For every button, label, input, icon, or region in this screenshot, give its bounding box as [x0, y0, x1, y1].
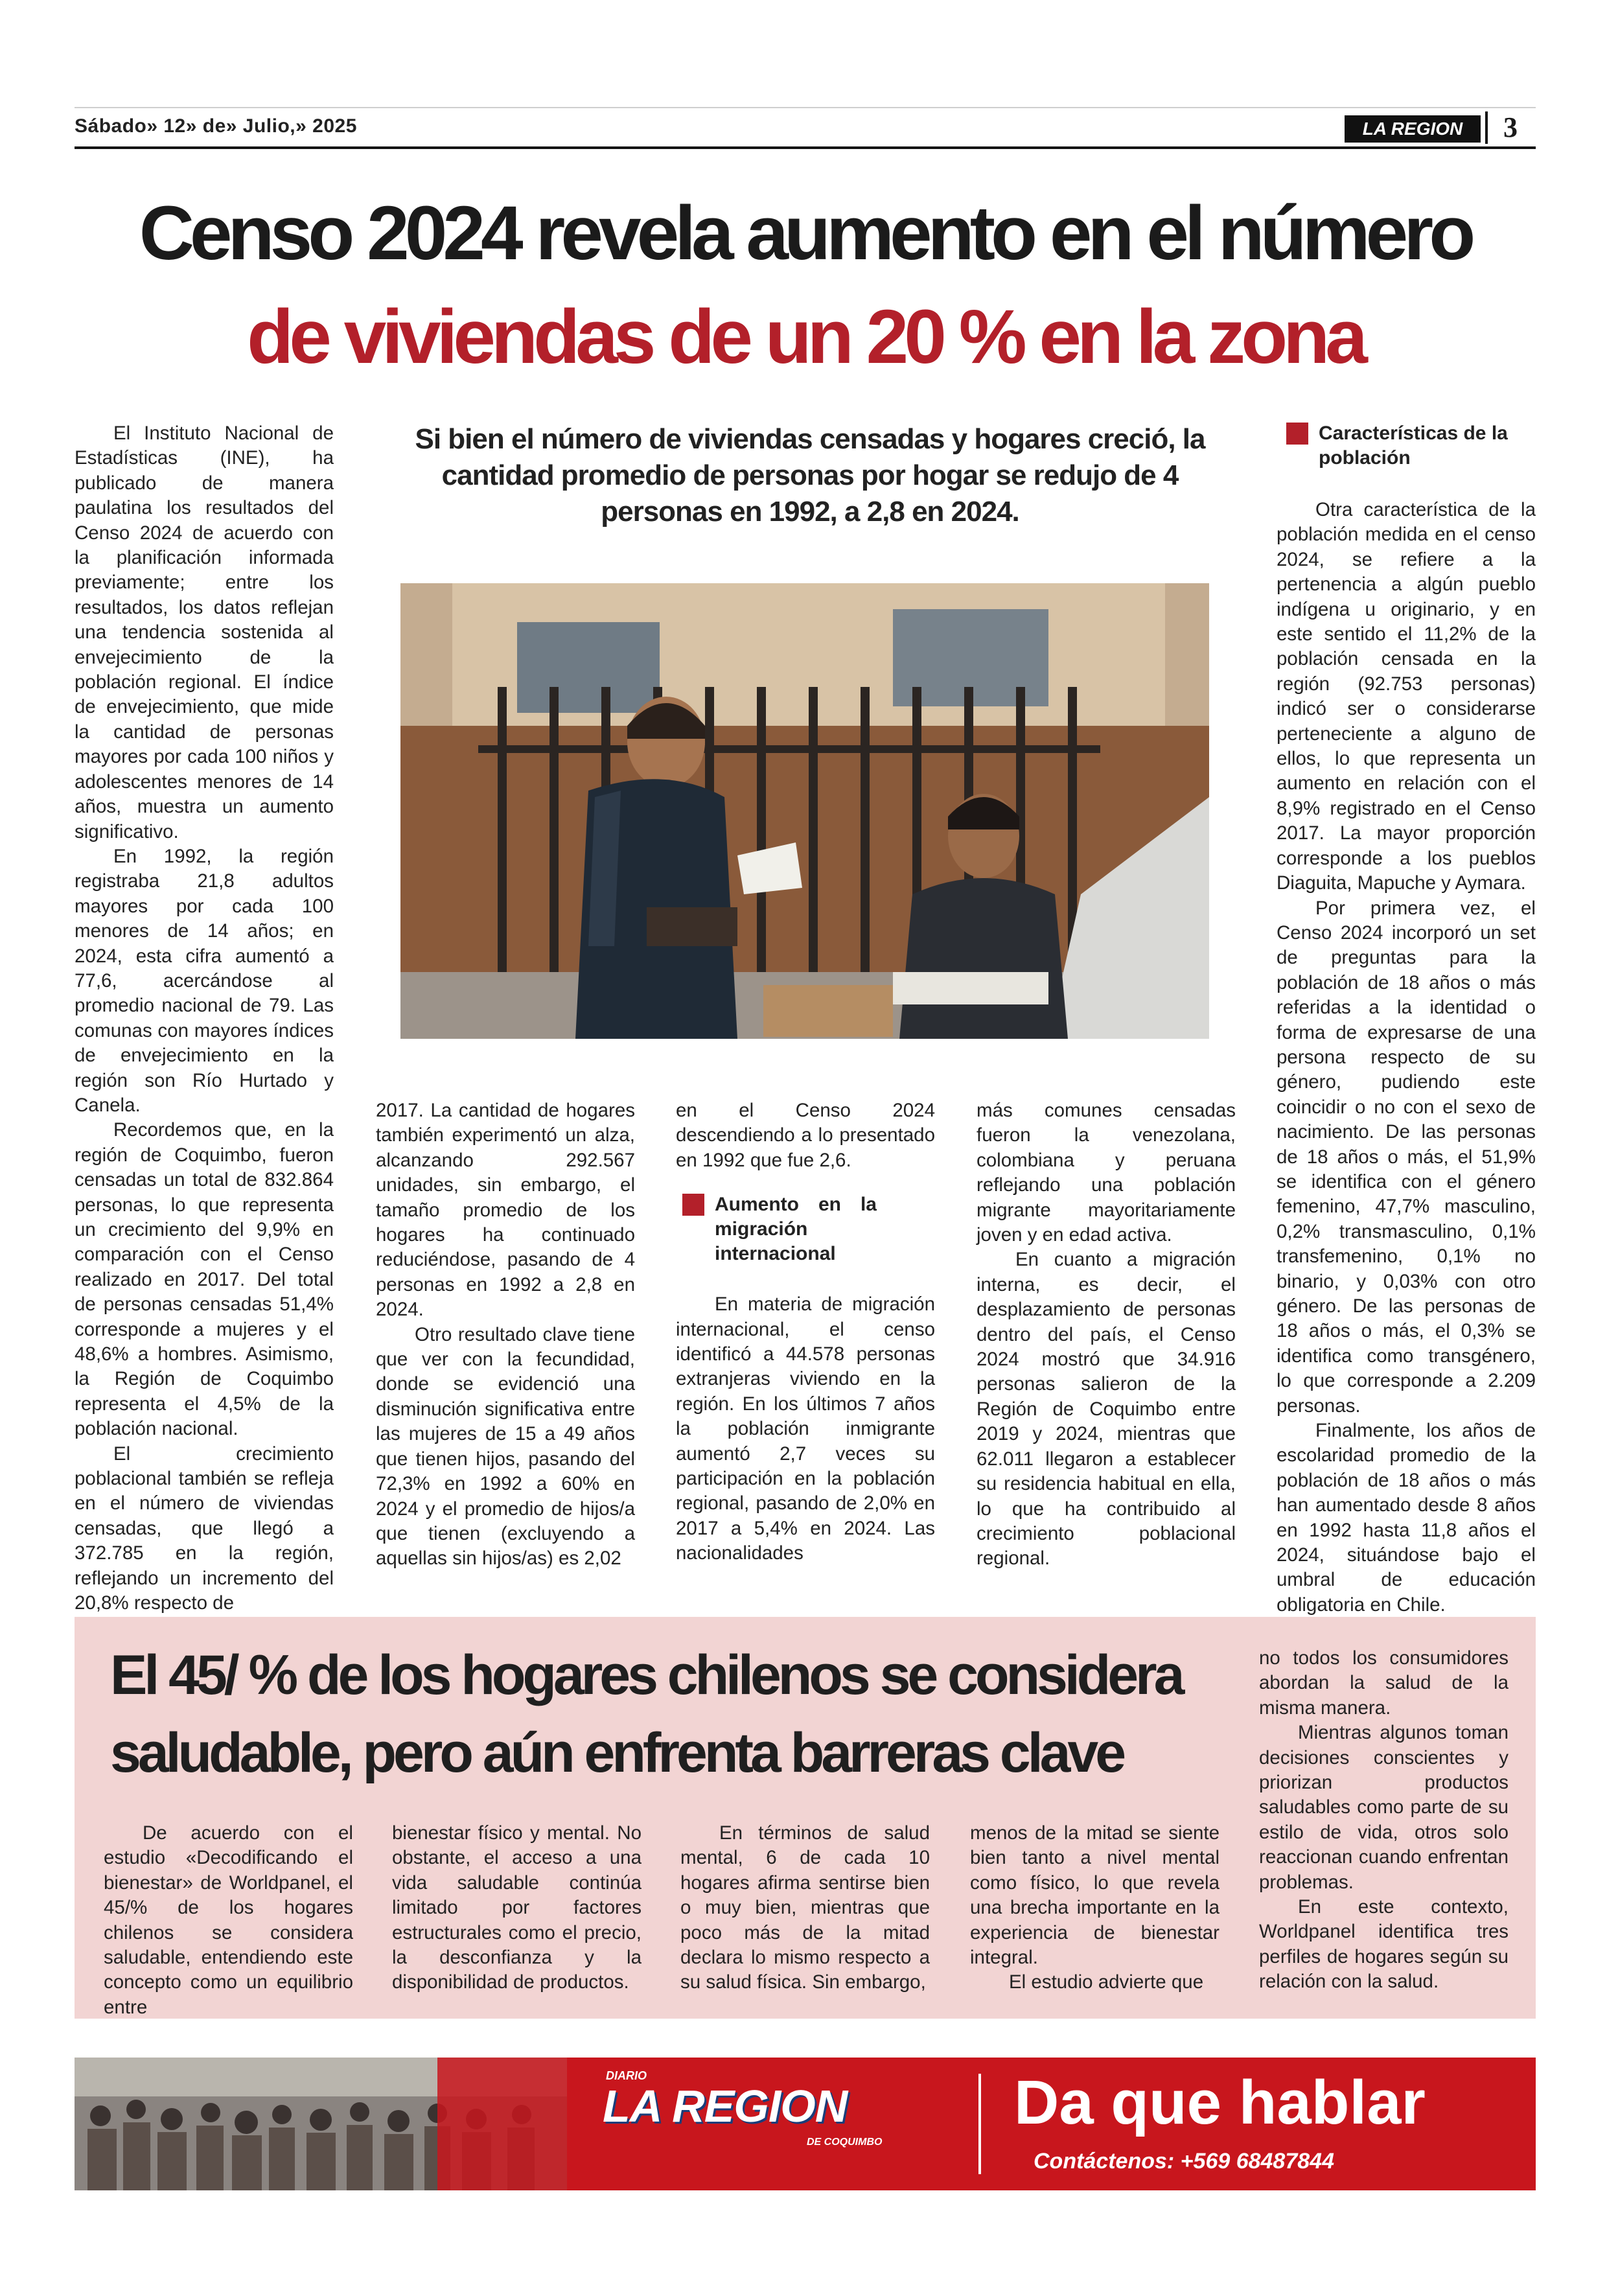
- article2-headline: [110, 1636, 1212, 1792]
- paragraph: bienestar físico y mental. No obstante, el acceso a una vida saludable continúa limitado por factores estructurales como el precio, la desconfianza y la disponibilidad de productos.: [392, 1822, 642, 1993]
- paragraph: El estudio advierte que: [1009, 1971, 1204, 1993]
- article2-headline-line1: El 45/ % de los hogares chilenos se considera: [110, 1644, 1182, 1706]
- banner-contact[interactable]: Contáctenos: +569 68487844: [1034, 2149, 1334, 2174]
- banner-logo: LA REGION: [603, 2081, 848, 2131]
- banner-divider: [978, 2074, 981, 2174]
- article1-lead: Si bien el número de viviendas censadas y hogares creció, la cantidad promedio de personas por hogar se redujo de 4 personas en 1992, a 2,8 en 2024.: [415, 423, 1205, 528]
- paragraph: En términos de salud mental, 6 de cada 10 hogares afirma sentirse bien o muy bien, mientras que poco más de la mitad declara lo mismo respecto a su salud física. Sin embargo,: [680, 1822, 930, 1993]
- paragraph: El crecimiento poblacional también se refleja en el número de viviendas censadas, que llegó a 372.785 en la región, reflejando un incremento del 20,8% respecto de: [75, 1443, 334, 1614]
- page-number: 3: [1485, 111, 1533, 144]
- crowd-photo: [75, 2058, 567, 2190]
- article1-column-1: [75, 421, 334, 1616]
- article2-column-1: [104, 1821, 353, 2020]
- census-photo: [400, 583, 1209, 1039]
- migration-subhead: [682, 1192, 935, 1266]
- paragraph: en el Censo 2024 descendiendo a lo presentado en 1992 que fue 2,6.: [676, 1100, 935, 1171]
- advertising-banner[interactable]: [75, 2058, 1536, 2190]
- article2-column-3: [680, 1821, 930, 1995]
- article2-column-2: [392, 1821, 642, 1995]
- subhead-text: Características de la población: [1319, 423, 1508, 469]
- paragraph: De acuerdo con el estudio «Decodificando el bienestar» de Worldpanel, el 45/% de los hogares chilenos se considera saludable, entendiendo este concepto como un equilibrio entre: [104, 1822, 353, 2018]
- paragraph: Finalmente, los años de escolaridad promedio de la población de 18 años o más han aumentado desde 8 años en 1992 hasta 11,8 años el 2024, situándose bajo el umbral de educación obligatoria en Chile.: [1277, 1420, 1536, 1616]
- subhead-marker-icon: [1286, 423, 1308, 445]
- article2-column-4: [970, 1821, 1220, 1995]
- paragraph: Por primera vez, el Censo 2024 incorporó un set de preguntas para la población de 18 años o más referidas a la identidad o forma de expresarse de una persona respecto de su género, pudiendo este coincidir o no con el sexo de nacimiento. De las personas de 18 años o más, el 51,9% se identifica con el género femenino, 47,7% masculino, 0,2% transmasculino, 0,1% transfemenino, 0,1% no binario, y 0,03% con otro género. De las personas de 18 años o más, el 0,3% se identifica como transgénero, lo que corresponde a 2.209 personas.: [1277, 897, 1536, 1417]
- paragraph: En este contexto, Worldpanel identifica tres perfiles de hogares según su relación con la salud.: [1259, 1896, 1509, 1993]
- paragraph: En 1992, la región registraba 21,8 adultos mayores por cada 100 menores de 14 años; en 2024, esta cifra aumentó a 77,6, acercándose al promedio nacional de 79. Las comunas con mayores índices de envejecimiento en la región son Río Hurtado y Canela.: [75, 845, 334, 1116]
- banner-slogan: Da que hablar: [1014, 2068, 1426, 2137]
- paragraph: Recordemos que, en la región de Coquimbo, fueron censadas un total de 832.864 personas, lo que representa un crecimiento del 9,9% en comparación con el Censo realizado en 2017. Del total de personas censadas 51,4% corresponde a mujeres y el 48,6% a hombres. Asimismo, la Región de Coquimbo representa el 4,5% de la población nacional.: [75, 1119, 334, 1440]
- paragraph: Otra característica de la población medida en el censo 2024, se refiere a la pertenencia a algún pueblo indígena u originario, y en este sentido el 11,2% de la población censada en la región (92.753 personas) indicó ser o considerarse perteneciente a alguno de ellos, lo que representa un aumento en relación con el 8,9% registrado en el Censo 2017. La mayor proporción corresponde a los pueblos Diaguita, Mapuche y Aymara.: [1277, 499, 1536, 894]
- article2-headline-line2: saludable, pero aún enfrenta barreras clave: [110, 1722, 1124, 1784]
- header-brand: LA REGION: [1345, 115, 1481, 143]
- article1-column-5: [1277, 498, 1536, 1618]
- article1-column-4: [977, 1098, 1236, 1571]
- banner-logo-sub: DE COQUIMBO: [807, 2137, 883, 2148]
- paragraph: no todos los consumidores abordan la salud de la misma manera.: [1259, 1647, 1509, 1719]
- article1-headline-line1: Censo 2024 revela aumento en el número: [139, 191, 1472, 276]
- paragraph: En cuanto a migración interna, es decir, el desplazamiento de personas dentro del país, el Censo 2024 mostró que 34.916 personas salieron de la Región de Coquimbo entre 2019 y 2024, mientras que 62.011 llegaron a establecer su residencia habitual en ella, lo que ha contribuido al crecimiento poblacional regional.: [977, 1249, 1236, 1570]
- census-photo-image: [400, 583, 1209, 1039]
- banner-logo-small: DIARIO: [606, 2069, 647, 2082]
- paragraph: 2017. La cantidad de hogares también experimentó un alza, alcanzando 292.567 unidades, sin embargo, el tamaño promedio de los hogares ha continuado reduciéndose, pasando de 4 personas en 1992 a 2,8 en 2024.: [376, 1100, 635, 1321]
- header-bottom-rule: [75, 146, 1536, 149]
- paragraph: Mientras algunos toman decisiones conscientes y priorizan productos saludables como parte de su estilo de vida, otros solo reaccionan cuando enfrentan problemas.: [1259, 1722, 1509, 1893]
- article1-column-2: [376, 1098, 635, 1571]
- paragraph: En materia de migración internacional, el censo identificó a 44.578 personas extranjeras viviendo en la región. En los últimos 7 años la población inmigrante aumentó 2,7 veces su participación en la población regional, pasando de 2,0% en 2017 a 5,4% en 2024. Las nacionalidades: [676, 1293, 935, 1564]
- paragraph: menos de la mitad se siente bien tanto a nivel mental como físico, lo que revela una brecha importante en la experiencia de bienestar integral.: [970, 1822, 1220, 1969]
- characteristics-subhead-wrap: [1286, 421, 1545, 470]
- article1-column-3: [676, 1098, 935, 1566]
- paragraph: más comunes censadas fueron la venezolana, colombiana y peruana reflejando una población migrante mayoritariamente joven y en edad activa.: [977, 1100, 1236, 1246]
- issue-date: Sábado» 12» de» Julio,» 2025: [75, 115, 357, 137]
- paragraph: Otro resultado clave tiene que ver con la fecundidad, donde se evidenció una disminución significativa entre las mujeres de 15 a 49 años que tienen hijos, pasando del 72,3% en 1992 a 60% en 2024 y el promedio de hijos/a que tienen (excluyendo a aquellas sin hijos/as) es 2,02: [376, 1323, 635, 1570]
- article2-column-5: [1259, 1646, 1509, 1995]
- subhead-text: Aumento en la migración internacional: [715, 1194, 877, 1265]
- subhead-marker-icon: [682, 1194, 704, 1216]
- header-top-rule: [75, 107, 1536, 108]
- characteristics-subhead: [1286, 421, 1545, 470]
- article1-headline-line2: de viviendas de un 20 % en la zona: [247, 294, 1363, 380]
- paragraph: El Instituto Nacional de Estadísticas (INE), ha publicado de manera paulatina los resultados del Censo 2024 de acuerdo con la planificación informada previamente; entre los resultados, los datos reflejan una tendencia sostenida al envejecimiento de la población regional. El índice de envejecimiento, que mide la cantidad de personas mayores por cada 100 niños y adolescentes menores de 14 años, muestra un aumento significativo.: [75, 423, 334, 842]
